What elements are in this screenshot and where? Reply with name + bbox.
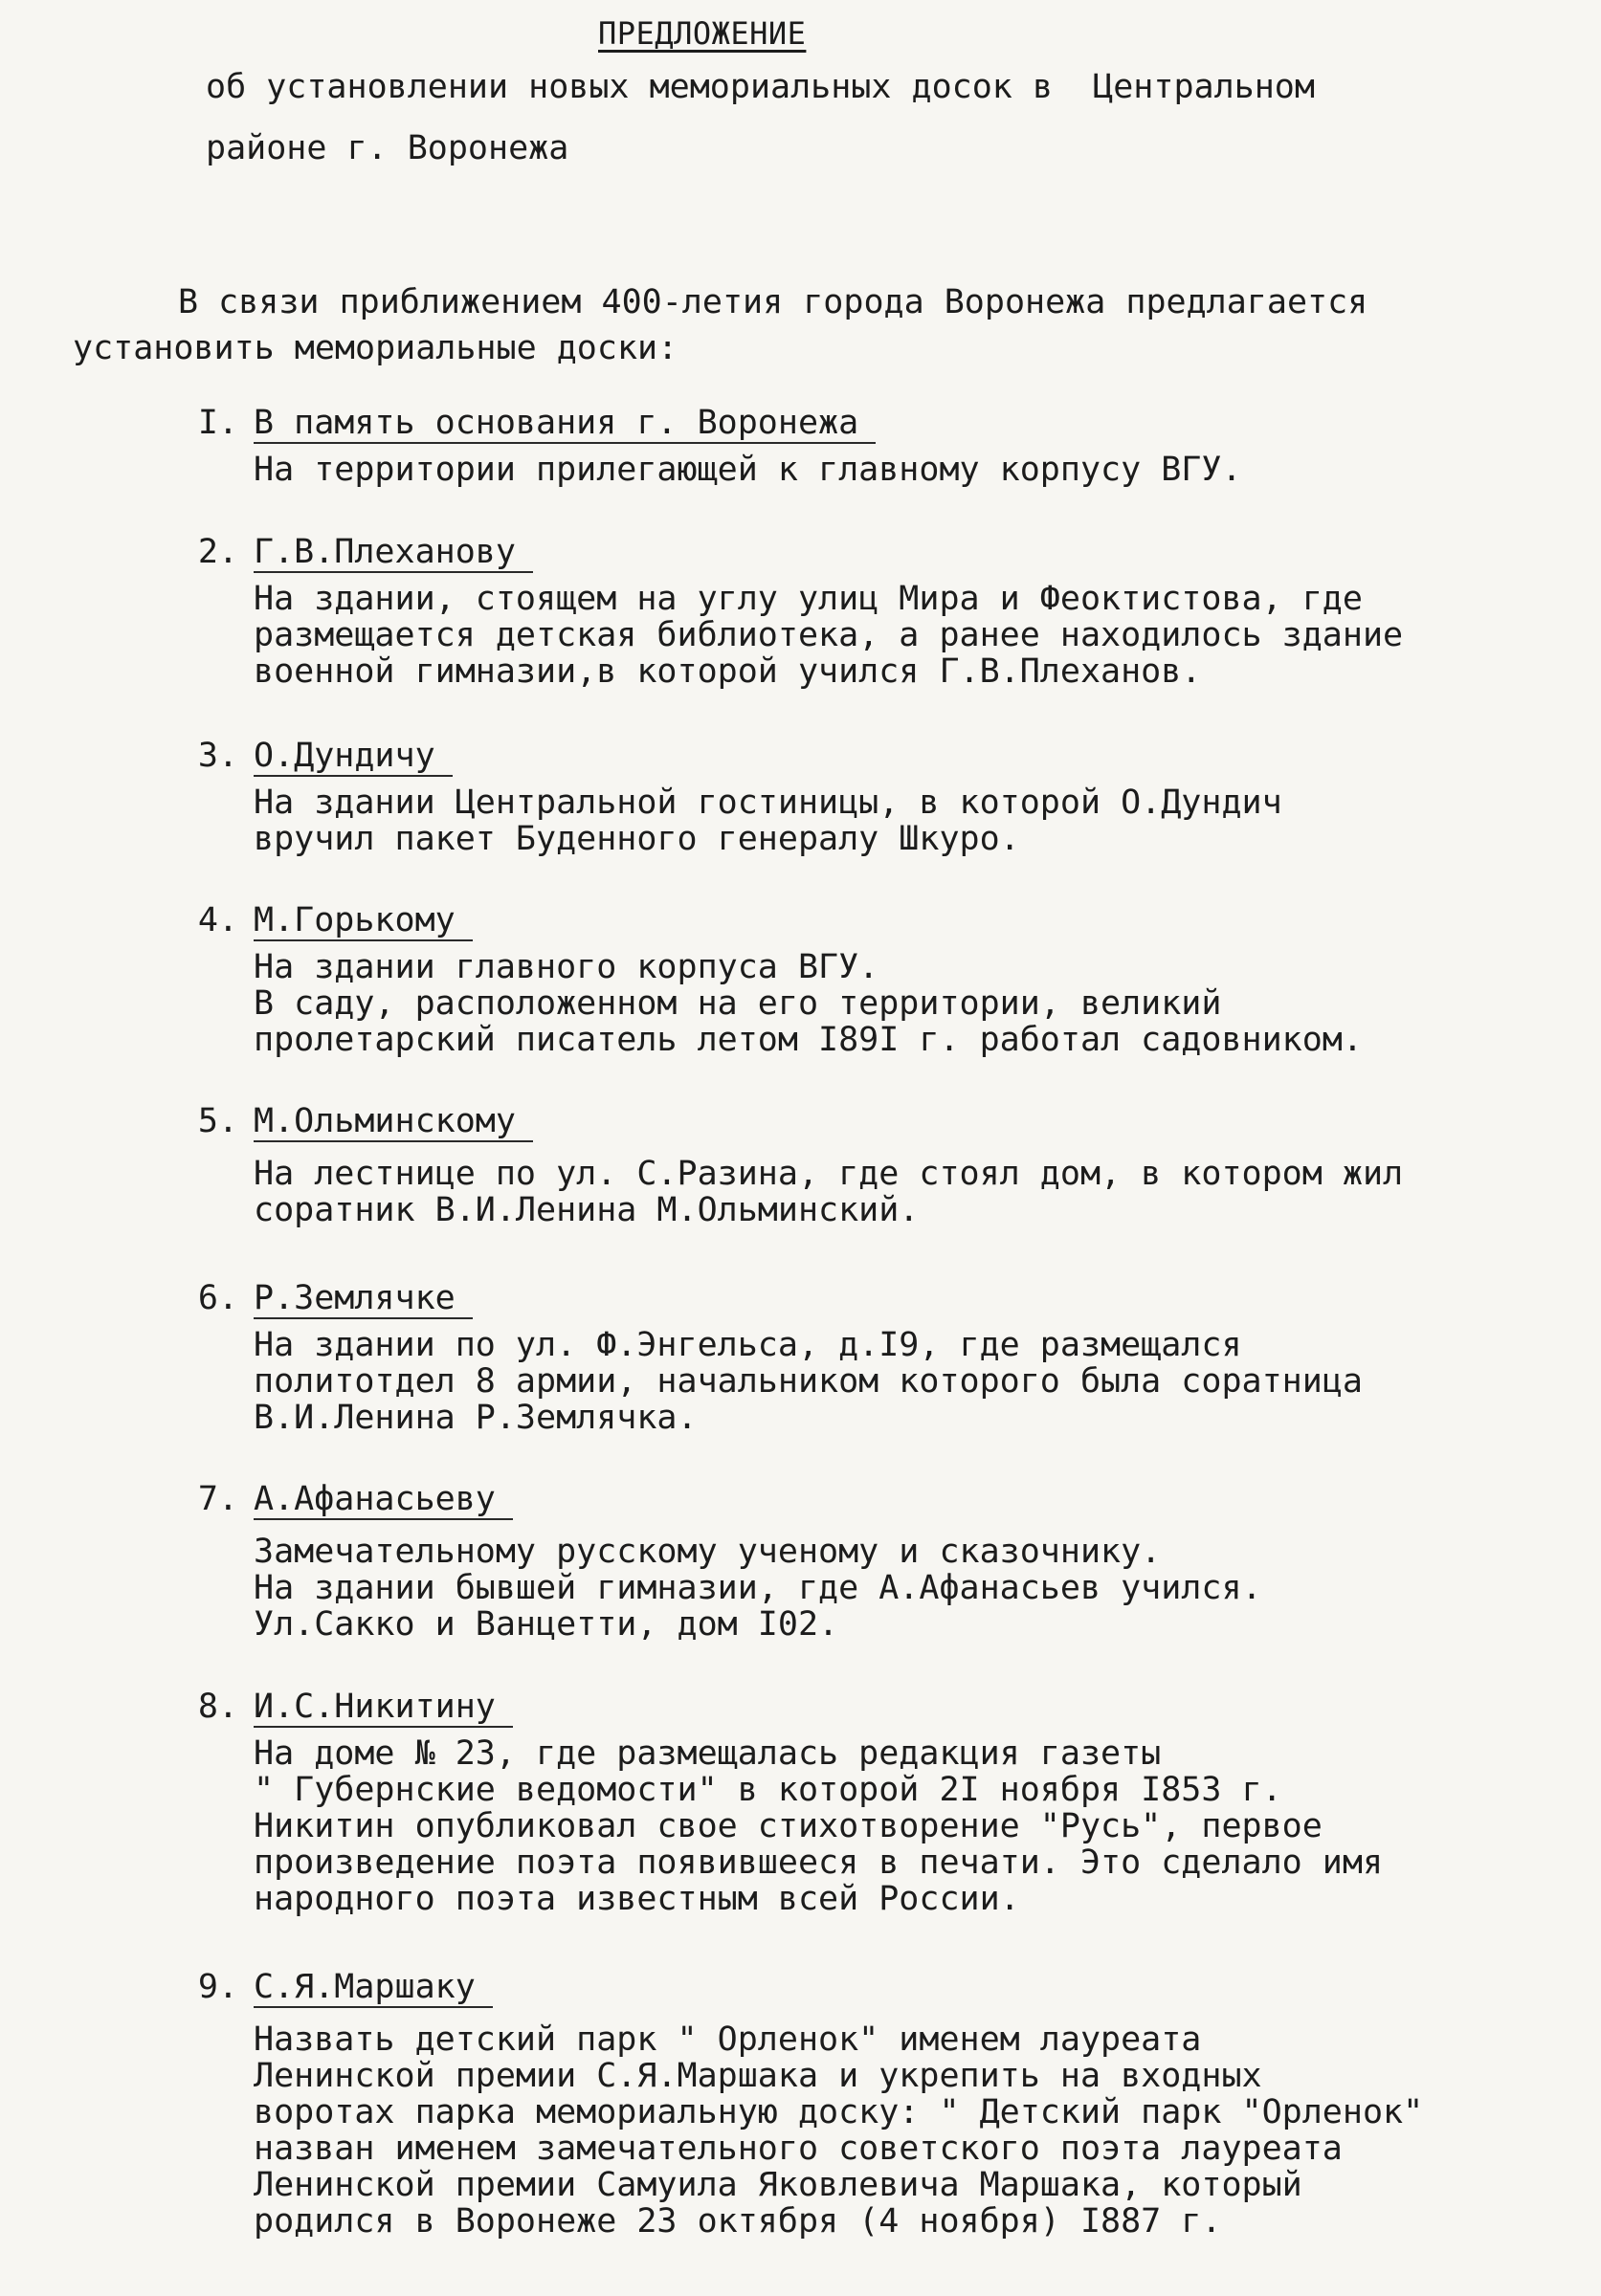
document-header (206, 10, 1498, 180)
item-line: воротах парка мемориальную доску: " Детский парк "Орленок" (254, 2093, 1424, 2131)
intro-paragraph (73, 279, 1546, 371)
item-line: На территории прилегающей к главному корпусу ВГУ. (254, 451, 1242, 489)
item-line: военной гимназии,в которой учился Г.В.Плеханов. (254, 652, 1202, 691)
list-item (177, 899, 1565, 1058)
list-item (177, 1277, 1565, 1436)
item-line: размещается детская библиотека, а ранее находилось здание (254, 616, 1404, 654)
item-line: произведение поэта появившееся в печати. Это сделало имя (254, 1843, 1384, 1882)
item-number: 9. (197, 1968, 238, 2006)
item-name: Р.Землячке (254, 1279, 473, 1319)
item-name: М.Горькому (254, 901, 473, 941)
item-line: В саду, расположенном на его территории, великий (254, 984, 1222, 1023)
item-number: 2. (197, 533, 238, 571)
item-line: политотдел 8 армии, начальником которого была соратница (254, 1362, 1363, 1401)
item-name: В память основания г. Воронежа (254, 404, 876, 444)
item-line: На здании Центральной гостиницы, в которой О.Дундич (254, 784, 1282, 822)
item-name: И.С.Никитину (254, 1688, 513, 1728)
item-number: 8. (197, 1688, 238, 1726)
list-item (177, 402, 1565, 488)
document-subtitle-line-1: об установлении новых мемориальных досок в Центральном (206, 68, 1315, 106)
item-line: вручил пакет Буденного генералу Шкуро. (254, 820, 1020, 858)
intro-line-1: В связи приближением 400-летия города Воронежа предлагается (178, 283, 1368, 321)
list-item (177, 1686, 1565, 1917)
item-description (254, 1327, 1565, 1436)
item-line: Никитин опубликовал свое стихотворение "Русь", первое (254, 1807, 1323, 1845)
item-description (254, 1735, 1565, 1917)
item-name: С.Я.Маршаку (254, 1968, 493, 2008)
item-line: соратник В.И.Ленина М.Ольминский. (254, 1191, 920, 1229)
item-number: I. (197, 404, 238, 442)
item-name: Г.В.Плеханову (254, 533, 533, 573)
item-description (254, 784, 1565, 857)
item-description (254, 1534, 1565, 1643)
item-line: На здании главного корпуса ВГУ. (254, 948, 879, 986)
item-description (254, 949, 1565, 1058)
list-item (177, 1966, 1565, 2240)
item-line: Замечательному русскому ученому и сказочнику. (254, 1533, 1162, 1571)
item-line: На здании по ул. Ф.Энгельса, д.I9, где размещался (254, 1326, 1242, 1364)
item-line: пролетарский писатель летом I89I г. работал садовником. (254, 1021, 1363, 1059)
list-item (177, 735, 1565, 857)
item-name: М.Ольминскому (254, 1102, 533, 1142)
item-description (254, 2021, 1565, 2240)
item-line: родился в Воронеже 23 октября (4 ноября) I887 г. (254, 2202, 1222, 2241)
item-number: 3. (197, 737, 238, 775)
item-line: " Губернские ведомости" в которой 2I ноября I853 г. (254, 1771, 1282, 1809)
item-number: 6. (197, 1279, 238, 1317)
item-line: В.И.Ленина Р.Землячка. (254, 1399, 698, 1437)
item-description (254, 452, 1565, 488)
item-description (254, 581, 1565, 690)
item-line: На лестнице по ул. С.Разина, где стоял дом, в котором жил (254, 1155, 1404, 1193)
item-number: 5. (197, 1102, 238, 1140)
item-name: А.Афанасьеву (254, 1480, 513, 1520)
list-item (177, 1100, 1565, 1228)
item-number: 7. (197, 1480, 238, 1518)
document-title: ПРЕДЛОЖЕНИЕ (598, 15, 807, 52)
item-line: На здании, стоящем на углу улиц Мира и Феоктистова, где (254, 580, 1363, 618)
item-line: Назвать детский парк " Орленок" именем лауреата (254, 2020, 1202, 2059)
item-line: Ленинской премии Самуила Яковлевича Маршака, который (254, 2166, 1302, 2204)
item-line: назван именем замечательного советского поэта лауреата (254, 2130, 1343, 2168)
item-description (254, 1156, 1565, 1228)
intro-line-2: установить мемориальные доски: (73, 329, 678, 367)
item-name: О.Дундичу (254, 737, 453, 777)
item-line: На доме № 23, где размещалась редакция газеты (254, 1734, 1162, 1773)
item-number: 4. (197, 901, 238, 939)
document-subtitle-line-2: районе г. Воронежа (206, 129, 569, 167)
item-line: На здании бывшей гимназии, где А.Афанасьев учился. (254, 1569, 1262, 1607)
item-line: Ул.Сакко и Ванцетти, дом I02. (254, 1605, 839, 1644)
item-line: Ленинской премии С.Я.Маршака и укрепить на входных (254, 2057, 1262, 2095)
item-line: народного поэта известным всей России. (254, 1880, 1020, 1918)
list-item (177, 531, 1565, 690)
list-item (177, 1478, 1565, 1643)
